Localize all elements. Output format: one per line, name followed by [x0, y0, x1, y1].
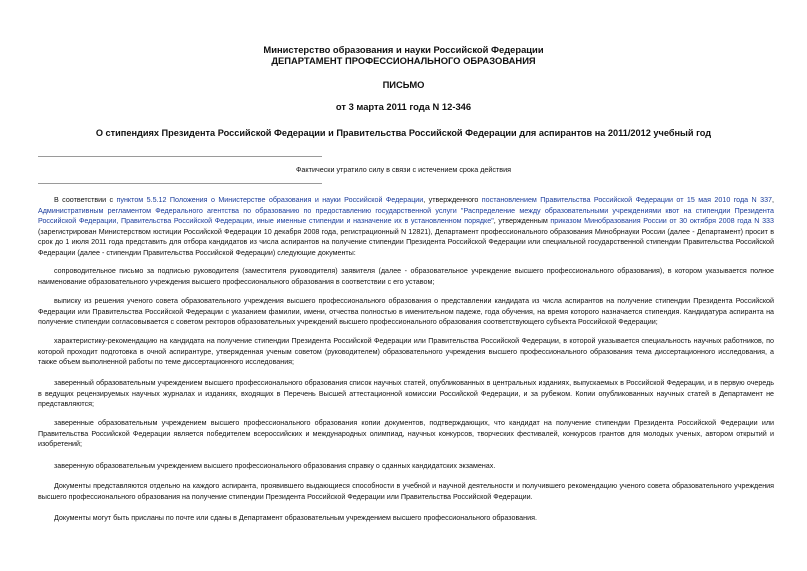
paragraph-council-extract: выписку из решения ученого совета образовательного учреждения высшего профессионального образования о представлении кандидата из числа аспирантов на получение стипендии Президента Российской Федерации или Правительства Российской Федерации с указанием фамилии, имени, отчества полностью в именительном падеже, года обучения, на время которого назначается стипендия. Кандидатура аспиранта на получение стипендии согласовывается с советом ректоров образовательных учреждений высшего профессионального образования соответствующего субъекта Российской Федерации;: [38, 297, 774, 326]
paragraph-publications-list: заверенный образовательным учреждением высшего профессионального образования список научных статей, опубликованных в центральных изданиях, выпускаемых в Российской Федерации, и в первую очередь в ведущих рецензируемых научных журналах и изданиях, входящих в Перечень Высшей аттестационной комиссии Российской Федерации, и за рубежом. Копии опубликованных научных статей в Департамент не представляются;: [38, 379, 774, 408]
link-administrative-regulation[interactable]: Административным регламентом Федерального агентства по образованию по предоставлению государственной услуги "Распределение между образовательными учреждениями квот на стипендии Президента Российской Федерации, Правительства Российской Федерации, иные именные стипендии и назначение их в установленном порядке": [38, 206, 774, 225]
paragraph-intro: [38, 195, 774, 258]
intro-text-3: ,: [772, 196, 774, 204]
document-title: О стипендиях Президента Российской Федерации и Правительства Российской Федерации для аспирантов на 2011/2012 учебный год: [95, 128, 712, 138]
divider-bottom: [38, 183, 322, 184]
paragraph-cover-letter: сопроводительное письмо за подписью руководителя (заместителя руководителя) заявителя (далее - образовательное учреждение высшего профессионального образования), в котором указывается полное наименование образовательного учреждения высшего профессионального образования в соответствии с его уставом;: [38, 267, 774, 286]
paragraph-recommendation: характеристику-рекомендацию на кандидата на получение стипендии Президента Российской Федерации или Правительства Российской Федерации, в которой указывается специальность научных работников, по которой проходит подготовка в очной аспирантуре, утвержденная ученым советом (руководителем) образовательного учреждения высшего профессионального образования тема диссертационного исследования, а также объем выполненной работы по теме диссертационного исследования;: [38, 337, 774, 366]
department-name: ДЕПАРТАМЕНТ ПРОФЕССИОНАЛЬНОГО ОБРАЗОВАНИЯ: [271, 55, 536, 66]
paragraph-exams-certificate: заверенную образовательным учреждением высшего профессионального образования справку о сданных кандидатских экзаменах.: [54, 462, 496, 470]
intro-text-1: В соответствии с: [54, 196, 117, 204]
document-type: ПИСЬМО: [382, 79, 425, 90]
paragraph-per-student: Документы представляются отдельно на каждого аспиранта, проявившего выдающиеся способности в учебной и научной деятельности и получившего рекомендацию ученого совета образовательного учреждения высшего профессионального образования на получение стипендии Президента Российской Федерации или Правительства Российской Федерации.: [38, 482, 774, 501]
link-regulation-clause[interactable]: пунктом 5.5.12 Положения о Министерстве образования и науки Российской Федерации: [116, 196, 424, 204]
intro-text-2: , утвержденного: [423, 196, 482, 204]
divider-top: [38, 156, 322, 157]
link-ministry-order[interactable]: приказом Минобразования России от 30 октября 2008 года N 333: [550, 217, 775, 225]
intro-text-4: , утвержденным: [493, 217, 551, 225]
ministry-name: Министерство образования и науки Российской Федерации: [263, 44, 544, 55]
link-government-decree[interactable]: постановлением Правительства Российской Федерации от 15 мая 2010 года N 337: [481, 196, 773, 204]
paragraph-awards-copies: заверенные образовательным учреждением высшего профессионального образования копии документов, подтверждающих, что кандидат на получение стипендии Президента Российской Федерации или Правительства Российской Федерации является победителем всероссийских и международных олимпиад, научных конкурсов, творческих фестивалей, конкурсов грантов для молодых ученых, автором открытий и изобретений;: [38, 419, 774, 448]
paragraph-submission: Документы могут быть присланы по почте или сданы в Департамент образовательным учреждением высшего профессионального образования.: [54, 514, 537, 522]
intro-text-5: (зарегистрирован Министерством юстиции Российской Федерации 10 декабря 2008 года, регистрационный N 12821), Департамент профессионального образования Минобрнауки России (далее - Департамент) просит в срок до 1 июля 2011 года представить для отбора кандидатов из числа аспирантов на получение стипендии Президента Российской Федерации или специальной государственной стипендии Правительства Российской Федерации (далее - стипендии Правительства Российской Федерации) следующие документы:: [38, 227, 774, 257]
status-note: Фактически утратило силу в связи с истечением срока действия: [295, 165, 512, 174]
document-date: от 3 марта 2011 года N 12-346: [335, 101, 472, 112]
